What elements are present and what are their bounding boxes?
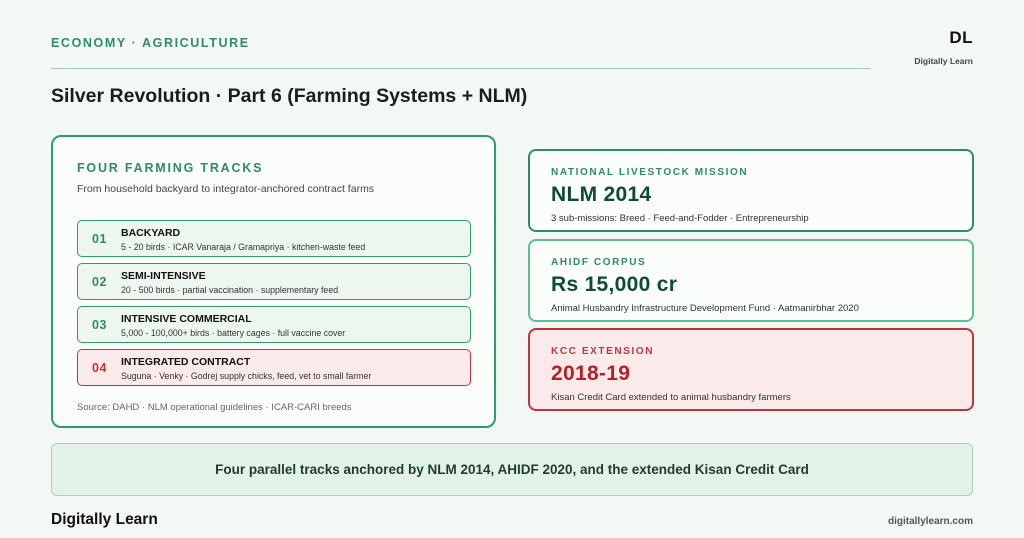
- track-detail: 5 - 20 birds · ICAR Vanaraja / Gramapriya · kitchen-waste feed: [121, 242, 366, 252]
- stat-kicker: KCC EXTENSION: [551, 346, 655, 357]
- stat-kicker: AHIDF CORPUS: [551, 257, 647, 268]
- summary-banner: [51, 443, 973, 496]
- summary-text: Four parallel tracks anchored by NLM 2014, AHIDF 2020, and the extended Kisan Credit Card: [215, 462, 809, 477]
- page-title: Silver Revolution · Part 6 (Farming Systems + NLM): [51, 85, 528, 107]
- track-detail: 5,000 - 100,000+ birds · battery cages · full vaccine cover: [121, 328, 346, 338]
- track-backyard: [77, 220, 471, 257]
- stat-value: 2018-19: [551, 362, 631, 385]
- stat-note: 3 sub-missions: Breed · Feed-and-Fodder · Entrepreneurship: [551, 213, 809, 224]
- header-divider: [51, 68, 871, 69]
- track-semi-intensive: [77, 263, 471, 300]
- track-number: 02: [92, 275, 107, 289]
- stat-card-ahidf: [528, 239, 974, 322]
- track-number: 04: [92, 361, 107, 375]
- track-name: SEMI-INTENSIVE: [121, 270, 206, 282]
- stat-card-kcc: [528, 328, 974, 411]
- stat-value: Rs 15,000 cr: [551, 273, 678, 296]
- tracks-subtitle: From household backyard to integrator-anchored contract farms: [77, 183, 375, 195]
- stat-value: NLM 2014: [551, 183, 652, 206]
- section-kicker: ECONOMY · AGRICULTURE: [51, 36, 250, 50]
- track-integrated-contract: [77, 349, 471, 386]
- stat-note: Animal Husbandry Infrastructure Development Fund · Aatmanirbhar 2020: [551, 303, 859, 314]
- brand-mark: [914, 28, 973, 66]
- track-number: 03: [92, 318, 107, 332]
- footer-brand: Digitally Learn: [51, 511, 158, 528]
- track-detail: 20 - 500 birds · partial vaccination · supplementary feed: [121, 285, 339, 295]
- stat-kicker: NATIONAL LIVESTOCK MISSION: [551, 167, 749, 178]
- stat-note: Kisan Credit Card extended to animal husbandry farmers: [551, 392, 791, 403]
- footer-website: digitallylearn.com: [887, 516, 973, 527]
- track-number: 01: [92, 232, 107, 246]
- tracks-heading: FOUR FARMING TRACKS: [77, 161, 264, 175]
- track-name: BACKYARD: [121, 227, 181, 239]
- track-detail: Suguna · Venky · Godrej supply chicks, feed, vet to small farmer: [121, 371, 372, 381]
- farming-tracks-card: [51, 135, 496, 428]
- track-name: INTENSIVE COMMERCIAL: [121, 313, 252, 325]
- brand-subtitle: Digitally Learn: [914, 56, 973, 66]
- track-intensive-commercial: [77, 306, 471, 343]
- brand-logo: DL: [949, 28, 973, 47]
- track-name: INTEGRATED CONTRACT: [121, 356, 251, 368]
- tracks-source: Source: DAHD · NLM operational guidelines · ICAR-CARI breeds: [77, 402, 352, 413]
- stat-card-nlm: [528, 149, 974, 232]
